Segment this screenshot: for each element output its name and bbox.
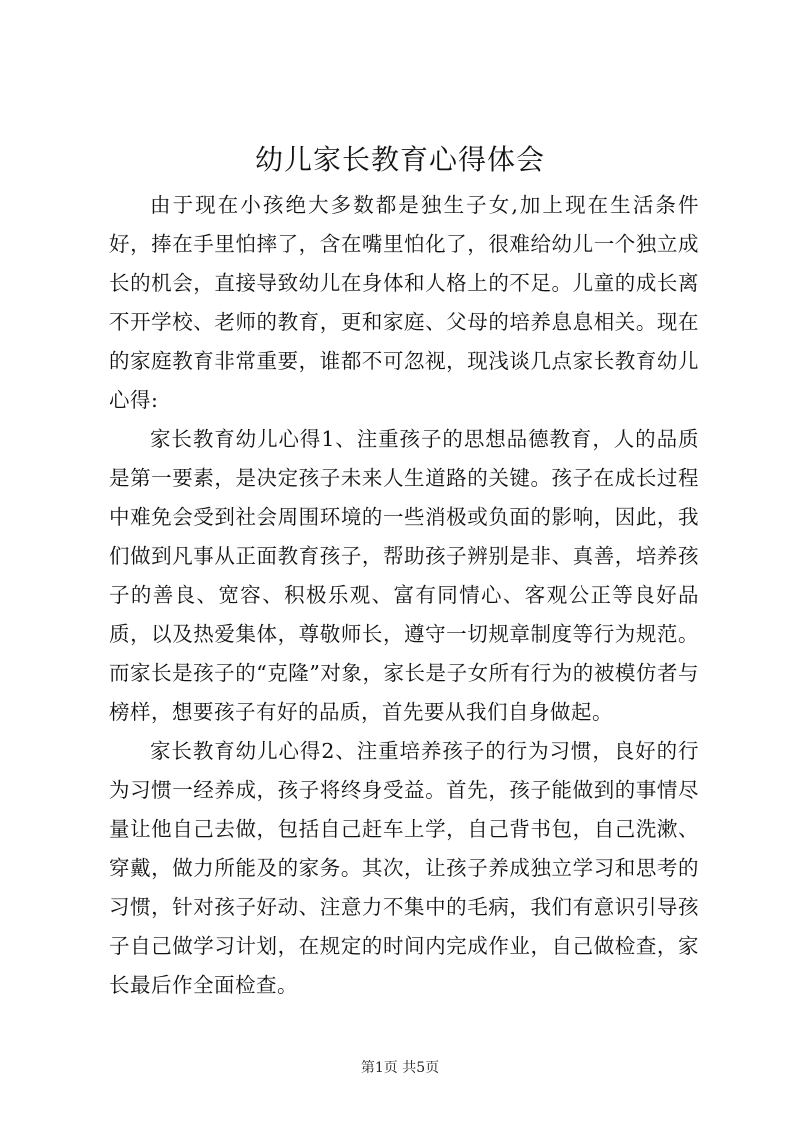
paragraph-tip-1: 家长教育幼儿心得1、注重孩子的思想品德教育，人的品质是第一要素，是决定孩子未来人生道路的关键。孩子在成长过程中难免会受到社会周围环境的一些消极或负面的影响，因此，我们做到凡事从正面教育孩子，帮助孩子辨别是非、真善，培养孩子的善良、宽容、积极乐观、富有同情心、客观公正等良好品质，以及热爱集体，尊敬师长，遵守一切规章制度等行为规范。而家长是孩子的“克隆”对象，家长是子女所有行为的被模仿者与榜样，想要孩子有好的品质，首先要从我们自身做起。: [109, 427, 699, 724]
paragraph-tip-2: 家长教育幼儿心得2、注重培养孩子的行为习惯，良好的行为习惯一经养成，孩子将终身受益。首先，孩子能做到的事情尽量让他自己去做，包括自己赶车上学，自己背书包，自己洗漱、穿戴，做力所能及的家务。其次，让孩子养成独立学习和思考的习惯，针对孩子好动、注意力不集中的毛病，我们有意识引导孩子自己做学习计划，在规定的时间内完成作业，自己做检查，家长最后作全面检查。: [109, 739, 699, 997]
document-body: [109, 186, 699, 1005]
document-title: 幼儿家长教育心得体会: [254, 143, 545, 176]
paragraph-intro: 由于现在小孩绝大多数都是独生子女,加上现在生活条件好，捧在手里怕摔了，含在嘴里怕化了，很难给幼儿一个独立成长的机会，直接导致幼儿在身体和人格上的不足。儿童的成长离不开学校、老师的教育，更和家庭、父母的培养息息相关。现在的家庭教育非常重要，谁都不可忽视，现浅谈几点家长教育幼儿心得:: [109, 193, 699, 412]
page-footer: 第1页 共5页: [360, 1060, 440, 1076]
